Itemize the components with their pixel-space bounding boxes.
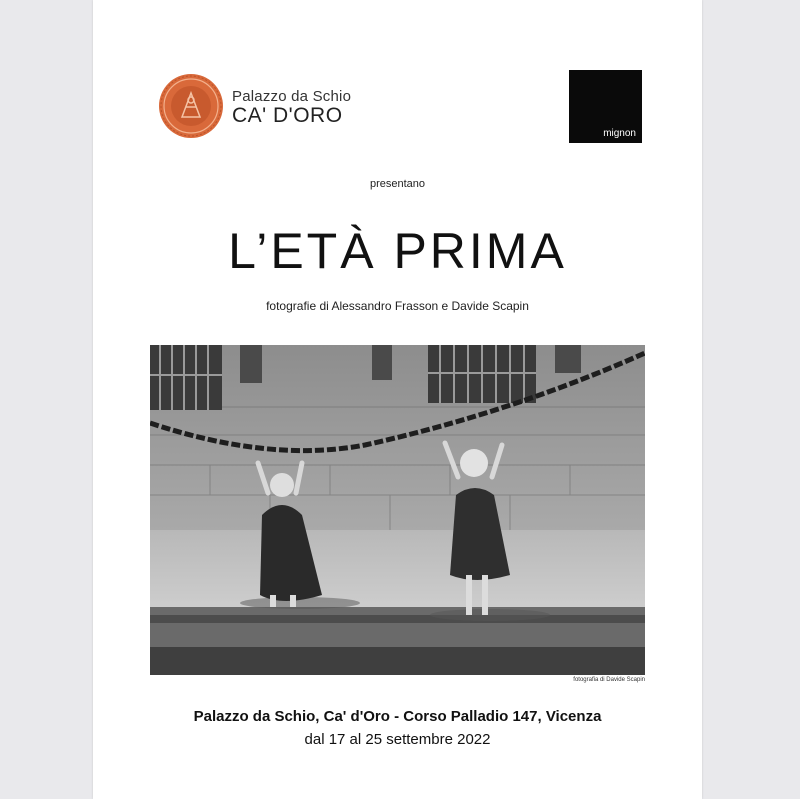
exhibition-subtitle: fotografie di Alessandro Frasson e Davide Scapin: [266, 299, 529, 313]
exhibition-photo: [150, 345, 645, 675]
brand-name: Palazzo da Schio: [232, 88, 352, 105]
photo-illustration: [150, 345, 645, 675]
photo-credit: fotografia di Davide Scapin: [573, 677, 645, 683]
intro-text: presentano: [369, 178, 426, 190]
venue-address: Palazzo da Schio, Ca' d'Oro - Corso Palladio 147, Vicenza: [193, 708, 602, 725]
exhibition-dates: dal 17 al 25 settembre 2022: [304, 731, 491, 748]
seal-logo-icon: [158, 73, 224, 139]
poster-page: [93, 0, 702, 799]
brand-subtitle: CA' D'ORO: [232, 104, 343, 127]
mignon-logo: [569, 70, 642, 143]
exhibition-title: L’ETÀ PRIMA: [228, 223, 567, 279]
mignon-logo-label: mignon: [603, 128, 636, 139]
